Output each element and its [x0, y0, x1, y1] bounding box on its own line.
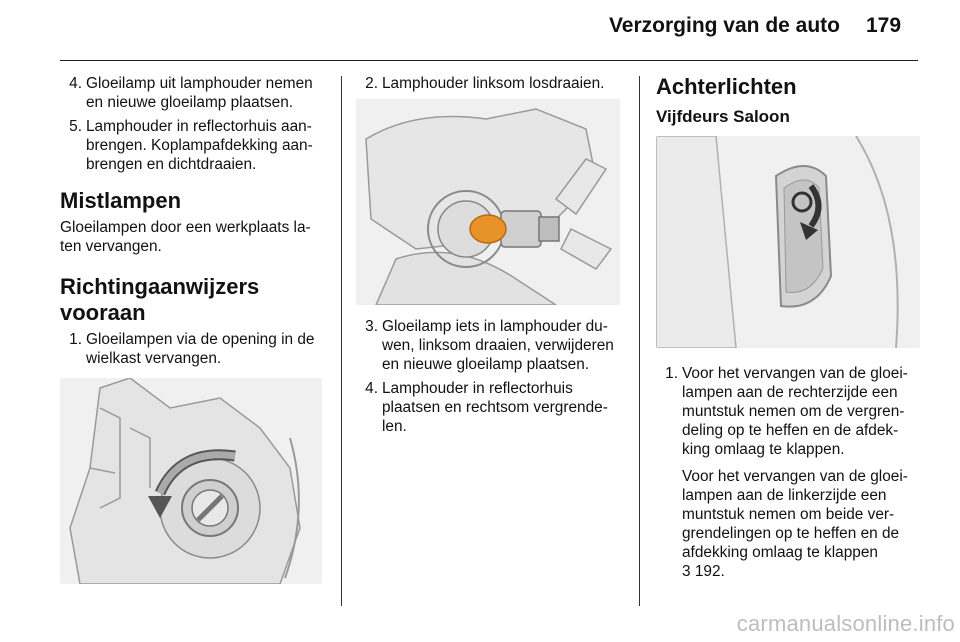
steps-list-achterlichten: [656, 364, 922, 581]
step-number: 4.: [365, 380, 378, 397]
section-heading-mistlampen: Mistlampen: [60, 188, 182, 213]
step-number: 4.: [69, 75, 82, 92]
steps-list-bottom: [356, 317, 624, 436]
step-subtext: [682, 467, 922, 581]
steps-list-top: [356, 74, 624, 93]
figure-wheel-arch-bulb: [60, 378, 322, 584]
header-rule: [60, 60, 918, 61]
step-number: 5.: [69, 118, 82, 135]
section-heading-richtingaanwijzers: Richtingaanwijzers vooraan: [60, 274, 260, 325]
step-number: 2.: [365, 75, 378, 92]
step-text: Gloeilamp iets in lamphouder du-wen, linksom draaien, verwijderen en nieuwe gloeilamp plaatsen.: [382, 318, 614, 373]
step-text: Voor het vervangen van de gloei-lampen aan de rechterzijde een muntstuk nemen om de vergren-deling op te heffen en de afdek-king omlaag te klappen.: [682, 365, 908, 458]
list-item: [656, 364, 922, 581]
section-heading-achterlichten: Achterlichten: [656, 74, 797, 99]
step-subtext-body: Voor het vervangen van de gloei-lampen aan de linkerzijde een muntstuk nemen om beide ver-grendelingen op te heffen en de afdekking omlaag te klappen: [682, 468, 908, 561]
column-middle: [356, 74, 624, 441]
page-reference-link[interactable]: 3 192.: [682, 563, 725, 580]
list-item: [356, 317, 624, 374]
step-text: Lamphouder in reflectorhuis plaatsen en rechtsom vergrende-len.: [382, 380, 608, 435]
page-header-title: Verzorging van de auto: [608, 14, 840, 37]
watermark: carmanualsonline.info: [736, 611, 955, 636]
step-text: Gloeilampen via de opening in de wielkast vervangen.: [86, 331, 315, 367]
figure-rear-light-cover: [656, 136, 920, 348]
list-item: [60, 74, 328, 112]
subsection-heading-vijfdeurs-saloon: Vijfdeurs Saloon: [656, 107, 790, 126]
column-right: [656, 74, 922, 586]
column-divider-1: [341, 76, 342, 606]
list-item: [356, 379, 624, 436]
body-text: Gloeilampen door een werkplaats la-ten vervangen.: [60, 219, 311, 255]
column-left: [60, 74, 328, 584]
figure-bulb-holder: [356, 99, 620, 305]
column-divider-2: [639, 76, 640, 606]
step-number: 1.: [665, 365, 678, 382]
step-text: Lamphouder linksom losdraaien.: [382, 75, 605, 92]
list-item: [356, 74, 624, 93]
steps-list-richting: [60, 330, 328, 368]
list-item: [60, 330, 328, 368]
steps-list-top: [60, 74, 328, 174]
step-text: Gloeilamp uit lamphouder nemen en nieuwe gloeilamp plaatsen.: [86, 75, 313, 111]
step-text: Lamphouder in reflectorhuis aan-brengen. Koplampafdekking aan-brengen en dichtdraaien.: [86, 118, 313, 173]
step-number: 1.: [69, 331, 82, 348]
list-item: [60, 117, 328, 174]
page-number: 179: [866, 14, 902, 37]
step-number: 3.: [365, 318, 378, 335]
